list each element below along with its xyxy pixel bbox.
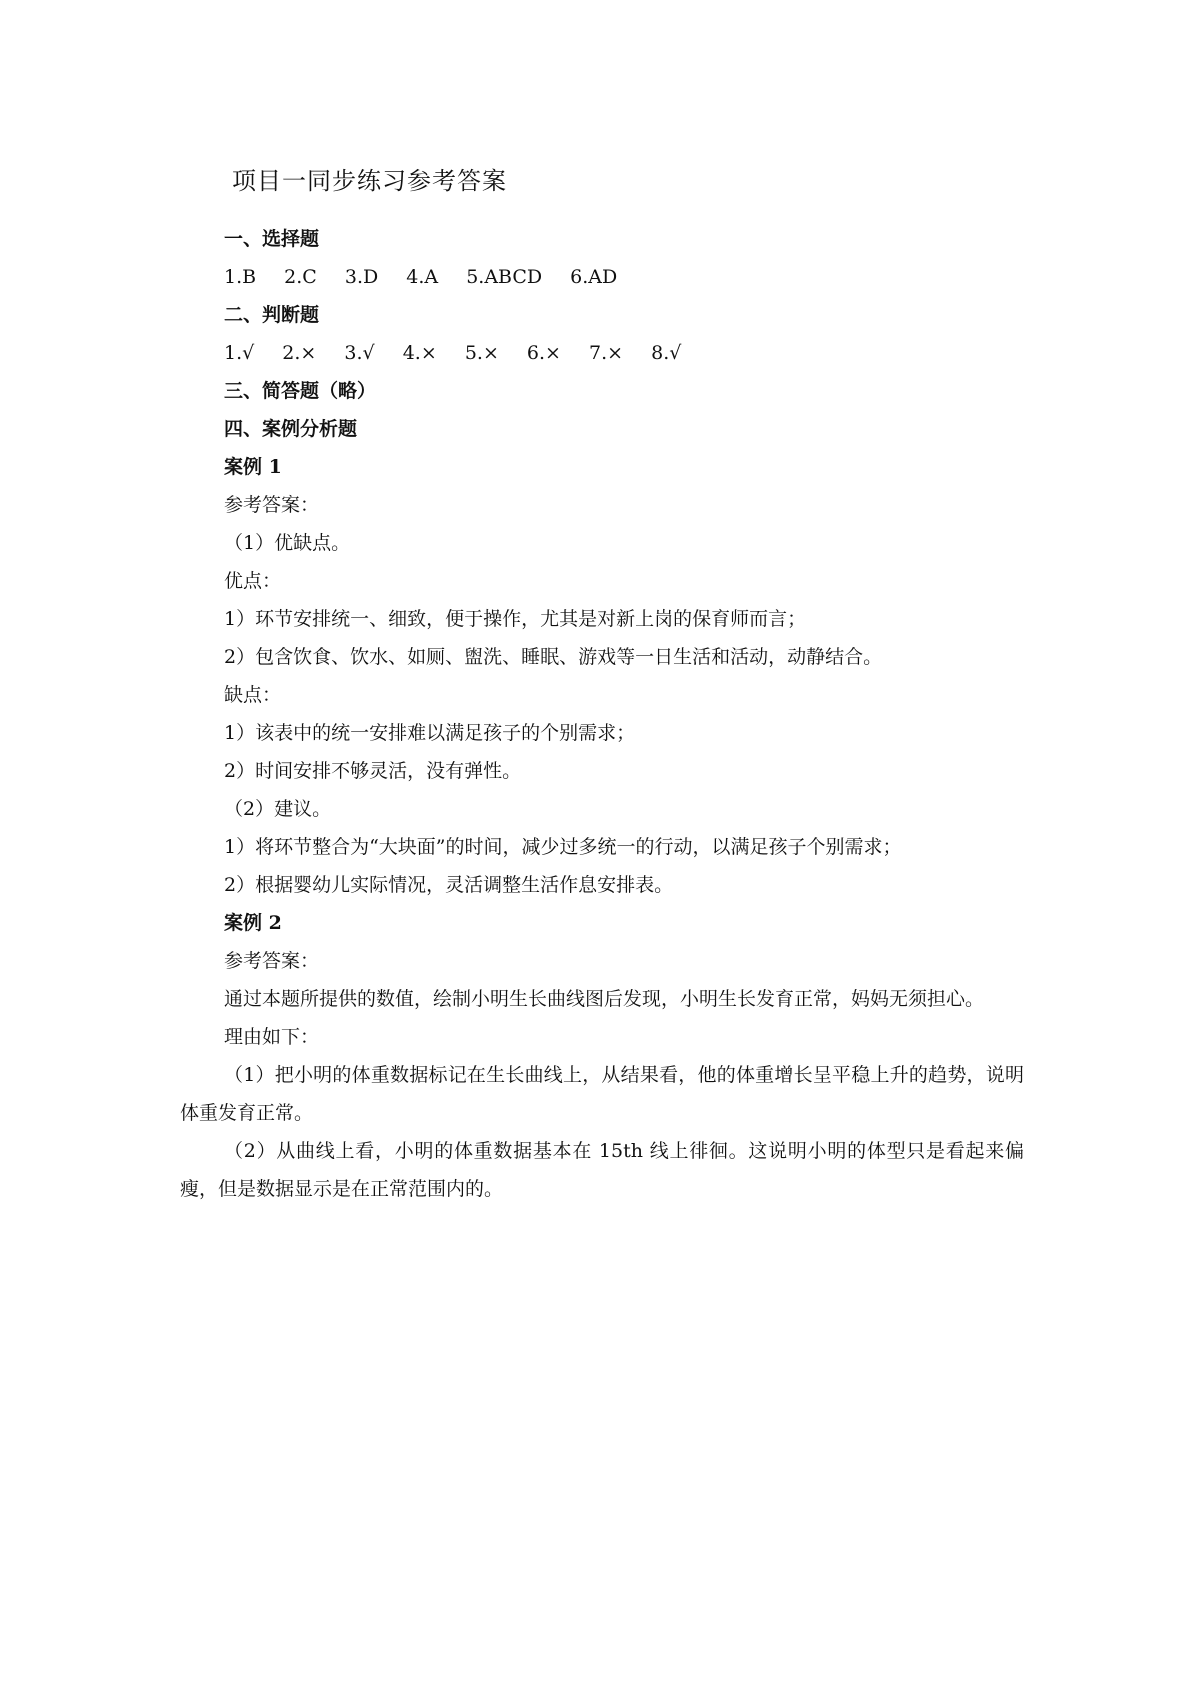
case-2-line: 理由如下： bbox=[224, 1026, 320, 1048]
case-1-heading: 案例 1 bbox=[224, 456, 282, 478]
case-2-heading: 案例 2 bbox=[224, 912, 282, 934]
answer-item: 3.D bbox=[344, 266, 379, 288]
case-1-line: 1）将环节整合为“大块面”的时间，减少过多统一的行动，以满足孩子个别需求； bbox=[224, 836, 902, 858]
multiple-choice-answers bbox=[224, 258, 1024, 296]
case-1-line: 2）包含饮食、饮水、如厕、盥洗、睡眠、游戏等一日生活和活动，动静结合。 bbox=[224, 646, 883, 668]
case-2-paragraph: （2）从曲线上看，小明的体重数据基本在 15th 线上徘徊。这说明小明的体型只是看起来偏瘦，但是数据显示是在正常范围内的。 bbox=[180, 1140, 1024, 1200]
section-heading-multiple-choice: 一、选择题 bbox=[224, 228, 320, 250]
answer-item: 2.× bbox=[282, 342, 317, 364]
case-1-line: 1）该表中的统一安排难以满足孩子的个别需求； bbox=[224, 722, 636, 744]
case-2-line: 通过本题所提供的数值，绘制小明生长曲线图后发现，小明生长发育正常，妈妈无须担心。 bbox=[224, 988, 985, 1010]
answer-item: 4.A bbox=[406, 266, 439, 288]
answer-item: 1.√ bbox=[224, 342, 255, 364]
answer-item: 5.× bbox=[464, 342, 499, 364]
page-title: 项目一同步练习参考答案 bbox=[232, 167, 507, 195]
case-2-line: 参考答案： bbox=[224, 950, 320, 972]
document-body bbox=[180, 220, 1024, 1208]
case-1-line: 1）环节安排统一、细致，便于操作，尤其是对新上岗的保育师而言； bbox=[224, 608, 807, 630]
section-heading-case-analysis: 四、案例分析题 bbox=[224, 418, 358, 440]
case-1-line: （1）优缺点。 bbox=[224, 532, 351, 554]
answer-item: 8.√ bbox=[651, 342, 682, 364]
answer-item: 5.ABCD bbox=[466, 266, 543, 288]
case-1-line: 优点： bbox=[224, 570, 282, 592]
case-1-line: 缺点： bbox=[224, 684, 282, 706]
answer-item: 2.C bbox=[284, 266, 317, 288]
case-1-line: 2）时间安排不够灵活，没有弹性。 bbox=[224, 760, 522, 782]
case-1-line: （2）建议。 bbox=[224, 798, 332, 820]
case-2-paragraph: （1）把小明的体重数据标记在生长曲线上，从结果看，他的体重增长呈平稳上升的趋势，说明体重发育正常。 bbox=[180, 1064, 1024, 1124]
answer-item: 6.× bbox=[526, 342, 561, 364]
section-heading-true-false: 二、判断题 bbox=[224, 304, 320, 326]
answer-item: 1.B bbox=[224, 266, 257, 288]
section-heading-short-answer: 三、简答题（略） bbox=[224, 380, 377, 402]
true-false-answers bbox=[224, 334, 1024, 372]
answer-item: 4.× bbox=[402, 342, 437, 364]
case-1-line: 参考答案： bbox=[224, 494, 320, 516]
answer-item: 7.× bbox=[589, 342, 624, 364]
answer-item: 6.AD bbox=[570, 266, 618, 288]
answer-item: 3.√ bbox=[344, 342, 375, 364]
case-1-line: 2）根据婴幼儿实际情况，灵活调整生活作息安排表。 bbox=[224, 874, 674, 896]
